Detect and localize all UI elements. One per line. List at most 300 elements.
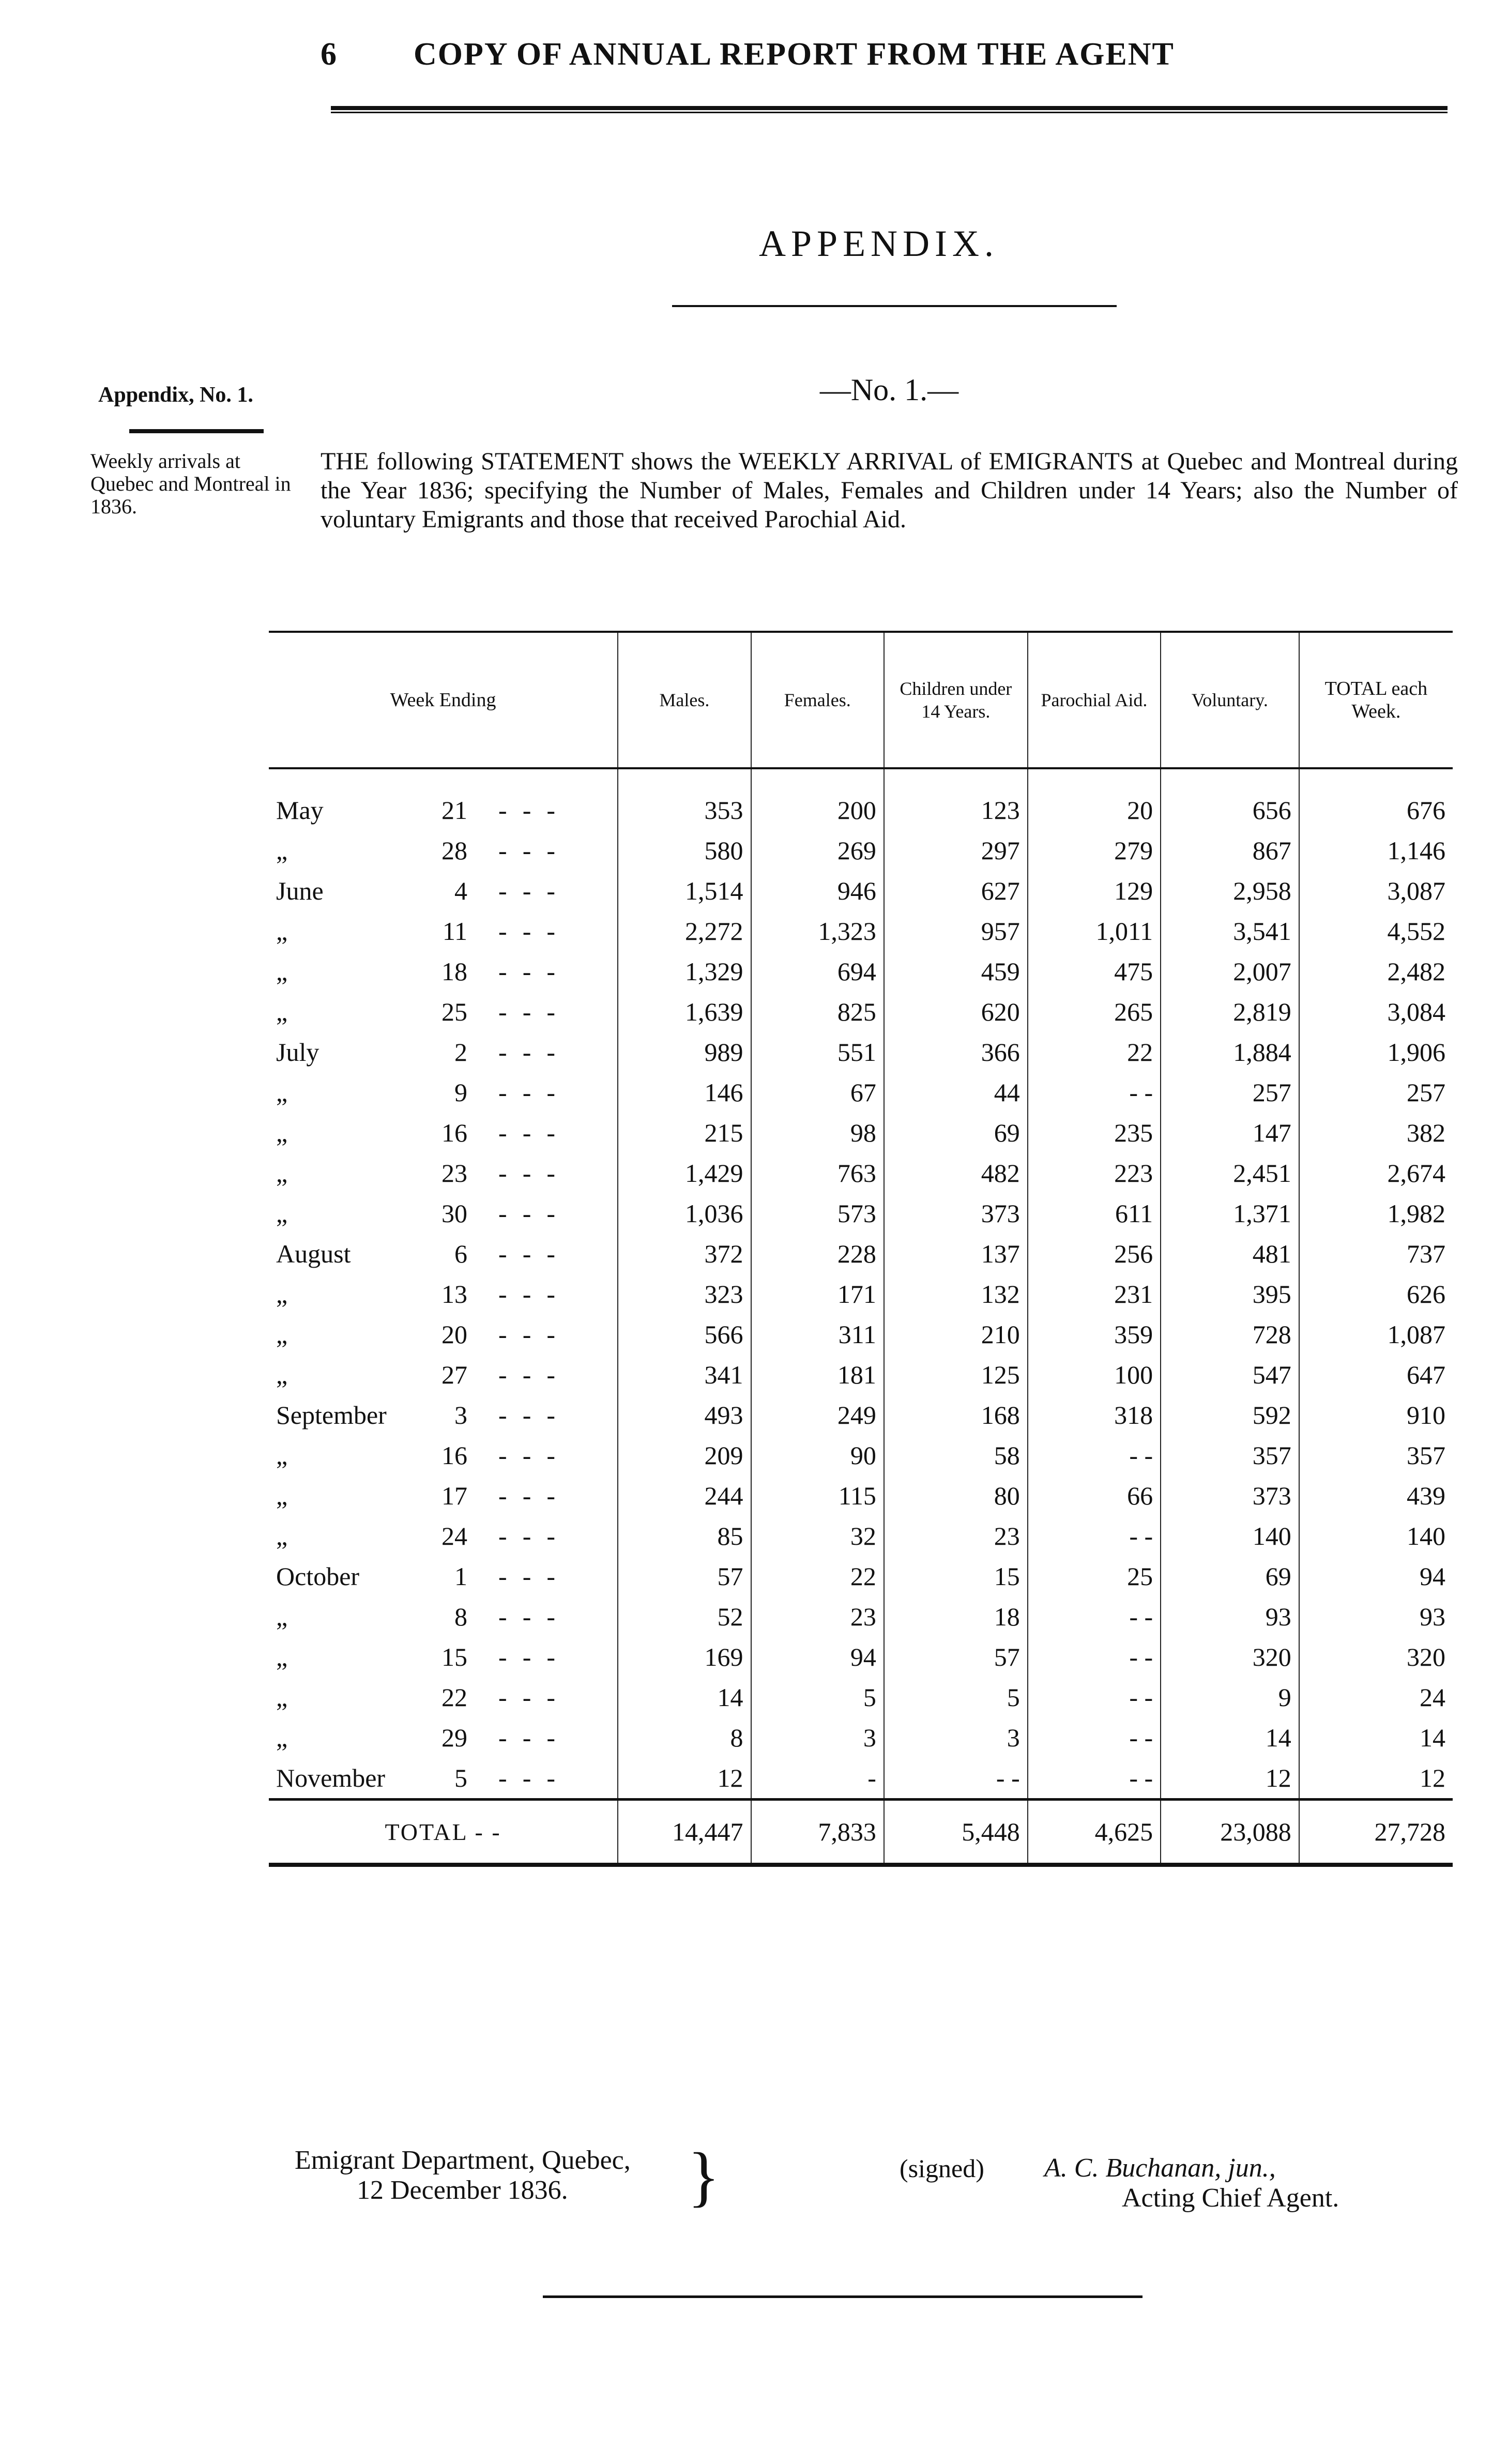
table-row (269, 911, 1453, 951)
leader-dashes: --- (498, 1159, 571, 1188)
cell-voluntary: 9 (1161, 1677, 1299, 1717)
day-label: 4 (454, 876, 467, 905)
leader-dashes: --- (498, 1320, 571, 1349)
week-ending-cell (269, 1556, 618, 1596)
cell-females: 200 (751, 768, 884, 830)
week-ending-cell (269, 1758, 618, 1800)
week-ending-cell (269, 1596, 618, 1637)
table-body (269, 768, 1453, 1800)
cell-males: 341 (618, 1355, 751, 1395)
cell-males: 52 (618, 1596, 751, 1637)
cell-total: 2,674 (1299, 1153, 1453, 1193)
day-label: 23 (441, 1159, 467, 1188)
day-label: 13 (441, 1280, 467, 1309)
appendix-rule (672, 305, 1117, 307)
cell-voluntary: 2,958 (1161, 871, 1299, 911)
cell-voluntary: 1,371 (1161, 1193, 1299, 1234)
cell-voluntary: 257 (1161, 1072, 1299, 1113)
table-row (269, 1516, 1453, 1556)
cell-females: 181 (751, 1355, 884, 1395)
day-label: 24 (441, 1522, 467, 1550)
month-label: May (276, 796, 324, 825)
month-label: October (276, 1562, 360, 1591)
day-label: 21 (441, 796, 467, 825)
cell-males: 14 (618, 1677, 751, 1717)
day-label: 5 (454, 1763, 467, 1792)
cell-females: 1,323 (751, 911, 884, 951)
col-header-parochial-aid: Parochial Aid. (1028, 632, 1161, 768)
month-label: „ (276, 1522, 288, 1550)
col-header-females: Females. (751, 632, 884, 768)
total-row (269, 1800, 1453, 1865)
cell-total: 357 (1299, 1435, 1453, 1476)
cell-parochial: 25 (1028, 1556, 1161, 1596)
table-row (269, 1758, 1453, 1800)
week-ending-cell (269, 1072, 618, 1113)
leader-dashes: --- (498, 836, 571, 865)
month-label: „ (276, 1481, 288, 1510)
appendix-title: APPENDIX. (758, 223, 999, 264)
cell-children: 125 (884, 1355, 1028, 1395)
cell-total: 647 (1299, 1355, 1453, 1395)
cell-voluntary: 14 (1161, 1717, 1299, 1758)
cell-voluntary: 481 (1161, 1234, 1299, 1274)
cell-voluntary: 2,451 (1161, 1153, 1299, 1193)
table-row (269, 1193, 1453, 1234)
cell-voluntary: 395 (1161, 1274, 1299, 1314)
week-ending-cell (269, 1677, 618, 1717)
day-label: 29 (441, 1723, 467, 1752)
total-males: 14,447 (618, 1800, 751, 1865)
cell-parochial: - - (1028, 1435, 1161, 1476)
cell-parochial: 318 (1028, 1395, 1161, 1435)
cell-males: 1,514 (618, 871, 751, 911)
table-row (269, 1677, 1453, 1717)
cell-voluntary: 2,007 (1161, 951, 1299, 992)
cell-females: 551 (751, 1032, 884, 1072)
col-header-voluntary: Voluntary. (1161, 632, 1299, 768)
month-label: „ (276, 1360, 288, 1389)
week-ending-cell (269, 1314, 618, 1355)
closing-rule (543, 2295, 1143, 2298)
col-header-week-ending: Week Ending (269, 632, 618, 768)
day-label: 22 (441, 1683, 467, 1712)
table-row (269, 1274, 1453, 1314)
cell-parochial: 129 (1028, 871, 1161, 911)
cell-total: 676 (1299, 768, 1453, 830)
week-ending-cell (269, 871, 618, 911)
week-ending-cell (269, 1395, 618, 1435)
leader-dashes: --- (498, 796, 571, 825)
cell-females: 3 (751, 1717, 884, 1758)
week-ending-cell (269, 768, 618, 830)
cell-voluntary: 373 (1161, 1476, 1299, 1516)
day-label: 27 (441, 1360, 467, 1389)
table-row (269, 768, 1453, 830)
cell-females: - (751, 1758, 884, 1800)
cell-children: 80 (884, 1476, 1028, 1516)
cell-total: 257 (1299, 1072, 1453, 1113)
month-label: „ (276, 1159, 288, 1188)
leader-dashes: --- (498, 1481, 571, 1510)
cell-children: 58 (884, 1435, 1028, 1476)
cell-total: 910 (1299, 1395, 1453, 1435)
cell-females: 22 (751, 1556, 884, 1596)
week-ending-cell (269, 1355, 618, 1395)
month-label: „ (276, 1683, 288, 1712)
day-label: 1 (454, 1562, 467, 1591)
day-label: 6 (454, 1239, 467, 1268)
week-ending-cell (269, 951, 618, 992)
cell-parochial: 22 (1028, 1032, 1161, 1072)
cell-males: 85 (618, 1516, 751, 1556)
total-females: 7,833 (751, 1800, 884, 1865)
department-date: 12 December 1836. (357, 2176, 568, 2205)
leader-dashes: --- (498, 876, 571, 905)
month-label: „ (276, 1723, 288, 1752)
leader-dashes: --- (498, 1683, 571, 1712)
cell-total: 1,146 (1299, 830, 1453, 871)
cell-parochial: 223 (1028, 1153, 1161, 1193)
total-grand: 27,728 (1299, 1800, 1453, 1865)
cell-females: 311 (751, 1314, 884, 1355)
cell-males: 989 (618, 1032, 751, 1072)
cell-females: 23 (751, 1596, 884, 1637)
cell-females: 115 (751, 1476, 884, 1516)
cell-total: 94 (1299, 1556, 1453, 1596)
table-row (269, 1153, 1453, 1193)
cell-children: 627 (884, 871, 1028, 911)
leader-dashes: --- (498, 1441, 571, 1470)
cell-children: 620 (884, 992, 1028, 1032)
cell-total: 1,087 (1299, 1314, 1453, 1355)
month-label: November (276, 1763, 386, 1792)
sidebar-rule (129, 429, 264, 433)
leader-dashes: --- (498, 1118, 571, 1147)
table-row (269, 1476, 1453, 1516)
month-label: „ (276, 1642, 288, 1671)
week-ending-cell (269, 1435, 618, 1476)
leader-dashes: --- (498, 957, 571, 986)
day-label: 16 (441, 1118, 467, 1147)
month-label: „ (276, 1078, 288, 1107)
cell-females: 269 (751, 830, 884, 871)
header-rule-thin (331, 112, 1448, 113)
signer-title: Acting Chief Agent. (1122, 2183, 1339, 2213)
cell-total: 14 (1299, 1717, 1453, 1758)
cell-males: 353 (618, 768, 751, 830)
table-row (269, 871, 1453, 911)
cell-females: 90 (751, 1435, 884, 1476)
cell-parochial: 1,011 (1028, 911, 1161, 951)
day-label: 16 (441, 1441, 467, 1470)
cell-children: 957 (884, 911, 1028, 951)
week-ending-cell (269, 1234, 618, 1274)
cell-females: 946 (751, 871, 884, 911)
day-label: 28 (441, 836, 467, 865)
cell-males: 323 (618, 1274, 751, 1314)
table-row (269, 1072, 1453, 1113)
cell-total: 1,906 (1299, 1032, 1453, 1072)
cell-children: 44 (884, 1072, 1028, 1113)
cell-voluntary: 93 (1161, 1596, 1299, 1637)
cell-voluntary: 547 (1161, 1355, 1299, 1395)
cell-males: 372 (618, 1234, 751, 1274)
cell-parochial: 231 (1028, 1274, 1161, 1314)
cell-males: 1,429 (618, 1153, 751, 1193)
col-header-males: Males. (618, 632, 751, 768)
cell-parochial: 66 (1028, 1476, 1161, 1516)
cell-children: 15 (884, 1556, 1028, 1596)
cell-males: 244 (618, 1476, 751, 1516)
table-row (269, 830, 1453, 871)
cell-males: 209 (618, 1435, 751, 1476)
month-label: July (276, 1038, 319, 1067)
month-label: „ (276, 1441, 288, 1470)
week-ending-cell (269, 1274, 618, 1314)
cell-children: 123 (884, 768, 1028, 830)
cell-parochial: 20 (1028, 768, 1161, 830)
cell-parochial: 359 (1028, 1314, 1161, 1355)
cell-children: 137 (884, 1234, 1028, 1274)
week-ending-cell (269, 1717, 618, 1758)
leader-dashes: --- (498, 1602, 571, 1631)
week-ending-cell (269, 1193, 618, 1234)
day-label: 18 (441, 957, 467, 986)
cell-voluntary: 12 (1161, 1758, 1299, 1800)
sidebar-appendix-label: Appendix, No. 1. (98, 383, 253, 407)
cell-children: - - (884, 1758, 1028, 1800)
col-header-total: TOTAL each Week. (1299, 632, 1453, 768)
cell-males: 1,036 (618, 1193, 751, 1234)
cell-children: 23 (884, 1516, 1028, 1556)
cell-voluntary: 147 (1161, 1113, 1299, 1153)
month-label: „ (276, 1118, 288, 1147)
cell-total: 439 (1299, 1476, 1453, 1516)
leader-dashes: --- (498, 997, 571, 1026)
month-label: „ (276, 957, 288, 986)
week-ending-cell (269, 1516, 618, 1556)
week-ending-cell (269, 830, 618, 871)
cell-total: 4,552 (1299, 911, 1453, 951)
cell-voluntary: 656 (1161, 768, 1299, 830)
cell-children: 366 (884, 1032, 1028, 1072)
header-rule (331, 106, 1448, 110)
week-ending-cell (269, 1113, 618, 1153)
day-label: 2 (454, 1038, 467, 1067)
total-voluntary: 23,088 (1161, 1800, 1299, 1865)
cell-females: 573 (751, 1193, 884, 1234)
cell-parochial: 100 (1028, 1355, 1161, 1395)
leader-dashes: --- (498, 1360, 571, 1389)
table-row (269, 1556, 1453, 1596)
cell-children: 210 (884, 1314, 1028, 1355)
day-label: 8 (454, 1602, 467, 1631)
cell-parochial: 265 (1028, 992, 1161, 1032)
cell-total: 382 (1299, 1113, 1453, 1153)
table-row (269, 1032, 1453, 1072)
cell-parochial: 235 (1028, 1113, 1161, 1153)
cell-parochial: 475 (1028, 951, 1161, 992)
cell-females: 32 (751, 1516, 884, 1556)
cell-parochial: 256 (1028, 1234, 1161, 1274)
department-dateline (295, 2146, 631, 2206)
cell-voluntary: 320 (1161, 1637, 1299, 1677)
cell-females: 98 (751, 1113, 884, 1153)
table-row (269, 1596, 1453, 1637)
cell-children: 18 (884, 1596, 1028, 1637)
col-header-children: Children under 14 Years. (884, 632, 1028, 768)
cell-parochial: - - (1028, 1596, 1161, 1637)
table-row (269, 1355, 1453, 1395)
leader-dashes: --- (498, 1078, 571, 1107)
table-row (269, 1113, 1453, 1153)
leader-dashes: --- (498, 917, 571, 946)
leader-dashes: --- (498, 1280, 571, 1309)
leader-dashes: --- (498, 1199, 571, 1228)
month-label: „ (276, 1280, 288, 1309)
table-row (269, 951, 1453, 992)
day-label: 17 (441, 1481, 467, 1510)
cell-total: 140 (1299, 1516, 1453, 1556)
week-ending-cell (269, 992, 618, 1032)
signed-note: (signed) (900, 2154, 984, 2183)
month-label: August (276, 1239, 351, 1268)
month-label: „ (276, 1602, 288, 1631)
cell-voluntary: 2,819 (1161, 992, 1299, 1032)
cell-parochial: - - (1028, 1677, 1161, 1717)
cell-males: 1,639 (618, 992, 751, 1032)
cell-total: 3,084 (1299, 992, 1453, 1032)
cell-females: 249 (751, 1395, 884, 1435)
cell-females: 5 (751, 1677, 884, 1717)
day-label: 11 (442, 917, 467, 946)
cell-voluntary: 69 (1161, 1556, 1299, 1596)
cell-total: 320 (1299, 1637, 1453, 1677)
cell-males: 8 (618, 1717, 751, 1758)
cell-parochial: - - (1028, 1072, 1161, 1113)
cell-voluntary: 592 (1161, 1395, 1299, 1435)
running-title: COPY OF ANNUAL REPORT FROM THE AGENT (414, 36, 1175, 72)
cell-parochial: - - (1028, 1637, 1161, 1677)
month-label: „ (276, 1320, 288, 1349)
cell-children: 69 (884, 1113, 1028, 1153)
total-label: TOTAL - - (269, 1800, 618, 1865)
cell-children: 482 (884, 1153, 1028, 1193)
table-row (269, 1717, 1453, 1758)
cell-voluntary: 867 (1161, 830, 1299, 871)
leader-dashes: --- (498, 1562, 571, 1591)
cell-children: 373 (884, 1193, 1028, 1234)
leader-dashes: --- (498, 1642, 571, 1671)
cell-children: 168 (884, 1395, 1028, 1435)
department-place: Emigrant Department, Quebec, (295, 2146, 631, 2175)
page-number: 6 (321, 36, 338, 72)
week-ending-cell (269, 1476, 618, 1516)
cell-total: 1,982 (1299, 1193, 1453, 1234)
cell-males: 493 (618, 1395, 751, 1435)
cell-females: 171 (751, 1274, 884, 1314)
cell-children: 297 (884, 830, 1028, 871)
cell-females: 228 (751, 1234, 884, 1274)
cell-males: 146 (618, 1072, 751, 1113)
cell-males: 2,272 (618, 911, 751, 951)
cell-total: 93 (1299, 1596, 1453, 1637)
cell-males: 1,329 (618, 951, 751, 992)
emigrant-arrivals-table (269, 631, 1453, 1867)
day-label: 15 (441, 1642, 467, 1671)
table-row (269, 1314, 1453, 1355)
cell-males: 12 (618, 1758, 751, 1800)
signer-name: A. C. Buchanan, jun., (1044, 2153, 1276, 2183)
cell-children: 459 (884, 951, 1028, 992)
cell-parochial: - - (1028, 1516, 1161, 1556)
month-label: September (276, 1401, 387, 1429)
cell-parochial: - - (1028, 1717, 1161, 1758)
cell-males: 580 (618, 830, 751, 871)
day-label: 9 (454, 1078, 467, 1107)
table-row (269, 1435, 1453, 1476)
day-label: 3 (454, 1401, 467, 1429)
cell-voluntary: 357 (1161, 1435, 1299, 1476)
cell-children: 5 (884, 1677, 1028, 1717)
leader-dashes: --- (498, 1763, 571, 1792)
table-row (269, 1395, 1453, 1435)
intro-paragraph: THE following STATEMENT shows the WEEKLY ARRIVAL of EMIGRANTS at Quebec and Montreal during the Year 1836; specifying the Number of Males, Females and Children under 14 Years; also the Number of voluntary Emigrants and those that received Parochial Aid. (321, 448, 1458, 533)
cell-females: 694 (751, 951, 884, 992)
cell-males: 169 (618, 1637, 751, 1677)
table-row (269, 1234, 1453, 1274)
sidebar-note: Weekly arrivals at Quebec and Montreal in 1836. (90, 449, 291, 518)
leader-dashes: --- (498, 1522, 571, 1550)
cell-males: 566 (618, 1314, 751, 1355)
cell-females: 825 (751, 992, 884, 1032)
table-row (269, 1637, 1453, 1677)
week-ending-cell (269, 911, 618, 951)
cell-total: 2,482 (1299, 951, 1453, 992)
month-label: June (276, 876, 324, 905)
week-ending-cell (269, 1153, 618, 1193)
signature-block (1044, 2153, 1339, 2213)
total-children: 5,448 (884, 1800, 1028, 1865)
leader-dashes: --- (498, 1401, 571, 1429)
cell-females: 94 (751, 1637, 884, 1677)
month-label: „ (276, 917, 288, 946)
cell-males: 215 (618, 1113, 751, 1153)
week-ending-cell (269, 1032, 618, 1072)
cell-total: 737 (1299, 1234, 1453, 1274)
cell-voluntary: 728 (1161, 1314, 1299, 1355)
table-row (269, 992, 1453, 1032)
cell-total: 12 (1299, 1758, 1453, 1800)
day-label: 25 (441, 997, 467, 1026)
day-label: 20 (441, 1320, 467, 1349)
brace-glyph: } (688, 2139, 720, 2214)
cell-total: 24 (1299, 1677, 1453, 1717)
cell-children: 132 (884, 1274, 1028, 1314)
leader-dashes: --- (498, 1038, 571, 1067)
day-label: 30 (441, 1199, 467, 1228)
cell-children: 3 (884, 1717, 1028, 1758)
cell-parochial: - - (1028, 1758, 1161, 1800)
cell-voluntary: 1,884 (1161, 1032, 1299, 1072)
cell-voluntary: 140 (1161, 1516, 1299, 1556)
cell-children: 57 (884, 1637, 1028, 1677)
leader-dashes: --- (498, 1723, 571, 1752)
cell-parochial: 611 (1028, 1193, 1161, 1234)
cell-females: 67 (751, 1072, 884, 1113)
cell-total: 3,087 (1299, 871, 1453, 911)
